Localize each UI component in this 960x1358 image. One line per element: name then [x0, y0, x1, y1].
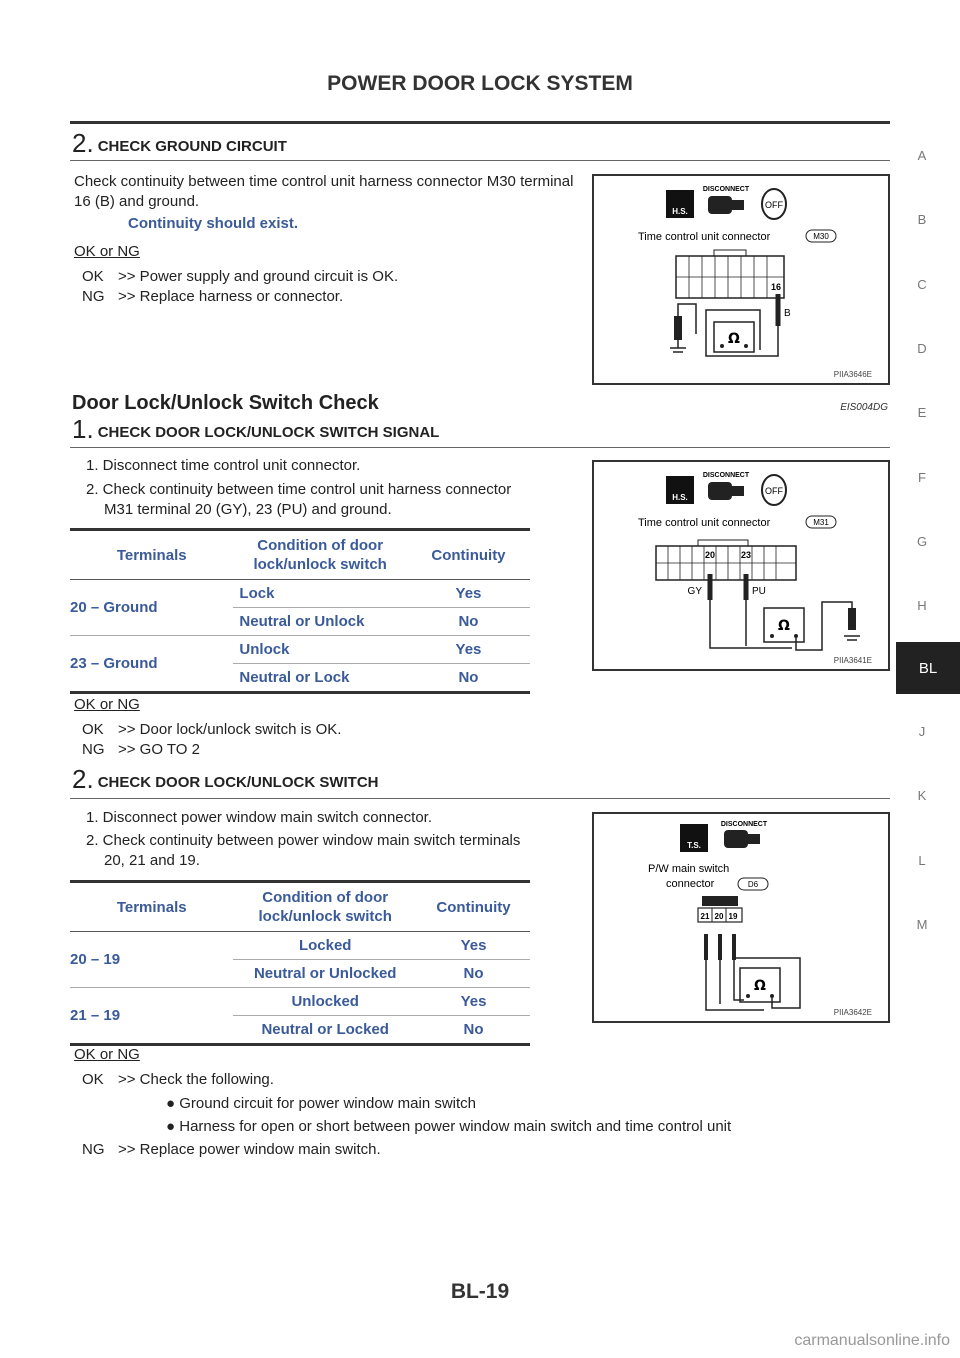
- connector-label: Time control unit connector: [638, 231, 771, 243]
- result-text: >> Replace harness or connector.: [118, 288, 344, 305]
- side-index-l[interactable]: L: [918, 853, 926, 868]
- table-row: [70, 988, 530, 1016]
- spec-text: Continuity should exist.: [128, 215, 299, 232]
- result-ok: [82, 1070, 274, 1090]
- figure-main-switch: [592, 812, 890, 1023]
- wire-color-label: PU: [752, 586, 766, 597]
- result-code: NG: [82, 288, 105, 305]
- connector-label: P/W main switch: [648, 863, 730, 875]
- terminal-label: 19: [728, 912, 738, 921]
- table-header: Terminals: [70, 530, 233, 580]
- disconnect-label: DISCONNECT: [702, 186, 750, 193]
- terminal-label: 20: [714, 912, 724, 921]
- watermark: carmanualsonline.info: [794, 1332, 950, 1349]
- result-text: >> Door lock/unlock switch is OK.: [118, 721, 342, 738]
- step-heading: [72, 128, 287, 159]
- step-title: CHECK DOOR LOCK/UNLOCK SWITCH SIGNAL: [97, 424, 440, 441]
- result-code: OK: [82, 721, 104, 738]
- side-index-d[interactable]: D: [917, 341, 927, 356]
- page-number: BL-19: [450, 1280, 510, 1303]
- bullet-text: Harness for open or short between power window main switch and time control unit: [179, 1118, 732, 1135]
- terminal-label: 20: [704, 550, 716, 560]
- ohmmeter-label: Ω: [728, 331, 740, 347]
- instruction-item-cont: 20, 21 and 19.: [104, 852, 200, 869]
- table-cell: Neutral or Unlocked: [233, 960, 417, 988]
- step-number: 2.: [72, 128, 94, 158]
- continuity-table: [70, 528, 530, 694]
- side-index-bl-active[interactable]: BL: [896, 642, 960, 694]
- section-code: EIS004DG: [840, 402, 888, 413]
- figure-id: PIIA3642E: [833, 1008, 872, 1017]
- ok-ng-label: OK or NG: [74, 1046, 140, 1063]
- wiring-diagram-icon: [594, 176, 888, 383]
- instruction-item: 2. Check continuity between time control unit harness connector: [86, 481, 512, 498]
- bullet-icon: ●: [166, 1095, 176, 1112]
- wire-color-label: GY: [687, 586, 702, 597]
- table-cell: 20 – Ground: [70, 580, 233, 636]
- hs-icon-label: H.S.: [672, 207, 688, 216]
- disconnect-label: DISCONNECT: [720, 821, 768, 828]
- ok-ng-label: OK or NG: [74, 696, 140, 713]
- section-title: Door Lock/Unlock Switch Check: [72, 392, 379, 414]
- figure-ground-circuit: [592, 174, 890, 385]
- ohmmeter-label: Ω: [754, 978, 766, 994]
- instruction-item: 1. Disconnect time control unit connector.: [86, 457, 361, 474]
- ts-icon-label: T.S.: [687, 841, 701, 850]
- header-rule: [70, 121, 890, 124]
- side-index-b[interactable]: B: [917, 212, 927, 227]
- terminal-label: 16: [770, 282, 782, 292]
- table-cell: No: [417, 1016, 530, 1045]
- instruction-item: 2. Check continuity between power window main switch terminals: [86, 832, 521, 849]
- terminal-label: 23: [740, 550, 752, 560]
- table-header: Continuity: [417, 882, 530, 932]
- table-cell: 21 – 19: [70, 988, 233, 1045]
- table-cell: 23 – Ground: [70, 636, 233, 693]
- step-text: Check continuity between time control unit harness connector M30 terminal 16 (B) and ground.: [74, 173, 574, 210]
- table-cell: 20 – 19: [70, 932, 233, 988]
- ohmmeter-label: Ω: [778, 618, 790, 634]
- ok-ng-label: OK or NG: [74, 243, 140, 260]
- side-index-g[interactable]: G: [916, 534, 928, 549]
- step-rule: [70, 798, 890, 799]
- connector-id: M31: [813, 518, 829, 527]
- step-heading: [72, 414, 439, 445]
- table-cell: No: [417, 960, 530, 988]
- bullet-item: [166, 1094, 476, 1114]
- result-code: NG: [82, 1141, 105, 1158]
- table-cell: Lock: [233, 580, 407, 608]
- step-rule: [70, 447, 890, 448]
- continuity-table: [70, 880, 530, 1046]
- table-header: Terminals: [70, 882, 233, 932]
- table-cell: Yes: [407, 580, 530, 608]
- bullet-item: [166, 1117, 731, 1137]
- table-cell: Yes: [417, 932, 530, 960]
- wiring-diagram-icon: [594, 814, 888, 1021]
- result-text: >> Power supply and ground circuit is OK.: [118, 268, 399, 285]
- wiring-diagram-icon: [594, 462, 888, 669]
- disconnect-label: DISCONNECT: [702, 472, 750, 479]
- result-code: NG: [82, 741, 105, 758]
- table-cell: Yes: [407, 636, 530, 664]
- wire-color-label: B: [784, 308, 791, 319]
- side-index-k[interactable]: K: [917, 788, 927, 803]
- bullet-icon: ●: [166, 1118, 176, 1135]
- table-cell: No: [407, 664, 530, 693]
- table-cell: Neutral or Locked: [233, 1016, 417, 1045]
- side-index-f[interactable]: F: [918, 470, 926, 485]
- hs-icon-label: H.S.: [672, 493, 688, 502]
- figure-id: PIIA3646E: [833, 370, 872, 379]
- table-cell: Unlock: [233, 636, 407, 664]
- result-code: OK: [82, 268, 104, 285]
- table-row: [70, 580, 530, 608]
- terminal-label: 21: [700, 912, 710, 921]
- table-row: [70, 636, 530, 664]
- result-ok: [82, 720, 341, 740]
- connector-label: Time control unit connector: [638, 517, 771, 529]
- step-number: 2.: [72, 764, 94, 794]
- step-number: 1.: [72, 414, 94, 444]
- table-cell: Unlocked: [233, 988, 417, 1016]
- connector-id: M30: [813, 232, 829, 241]
- result-ng: [82, 287, 343, 307]
- step-title: CHECK GROUND CIRCUIT: [97, 138, 287, 155]
- figure-switch-signal: [592, 460, 890, 671]
- instruction-item: 1. Disconnect power window main switch connector.: [86, 809, 432, 826]
- bullet-text: Ground circuit for power window main switch: [179, 1095, 477, 1112]
- result-text: >> GO TO 2: [118, 741, 200, 758]
- table-header: Condition of door lock/unlock switch: [233, 882, 417, 932]
- side-index-a[interactable]: A: [917, 148, 927, 163]
- connector-id: D6: [747, 880, 759, 889]
- side-index-c[interactable]: C: [917, 277, 927, 292]
- table-header: Continuity: [407, 530, 530, 580]
- table-cell: Neutral or Unlock: [233, 608, 407, 636]
- result-ng: [82, 1140, 381, 1160]
- side-index-j[interactable]: J: [918, 724, 926, 739]
- table-cell: Yes: [417, 988, 530, 1016]
- page-title: POWER DOOR LOCK SYSTEM: [327, 72, 633, 95]
- side-index-h[interactable]: H: [917, 598, 927, 613]
- figure-id: PIIA3641E: [833, 656, 872, 665]
- step-title: CHECK DOOR LOCK/UNLOCK SWITCH: [97, 774, 379, 791]
- table-row: [70, 932, 530, 960]
- result-ng: [82, 740, 200, 760]
- table-cell: Locked: [233, 932, 417, 960]
- result-code: OK: [82, 1071, 104, 1088]
- side-index-e[interactable]: E: [917, 405, 927, 420]
- connector-label: connector: [666, 878, 715, 890]
- instruction-item-cont: M31 terminal 20 (GY), 23 (PU) and ground.: [104, 501, 392, 518]
- step-heading: [72, 764, 379, 795]
- off-label: OFF: [765, 486, 783, 496]
- result-text: >> Replace power window main switch.: [118, 1141, 381, 1158]
- result-text: >> Check the following.: [118, 1071, 274, 1088]
- table-cell: Neutral or Lock: [233, 664, 407, 693]
- step-rule: [70, 160, 890, 161]
- result-ok: [82, 267, 398, 287]
- table-cell: No: [407, 608, 530, 636]
- table-header: Condition of door lock/unlock switch: [233, 530, 407, 580]
- side-index-m[interactable]: M: [916, 917, 928, 932]
- off-label: OFF: [765, 200, 783, 210]
